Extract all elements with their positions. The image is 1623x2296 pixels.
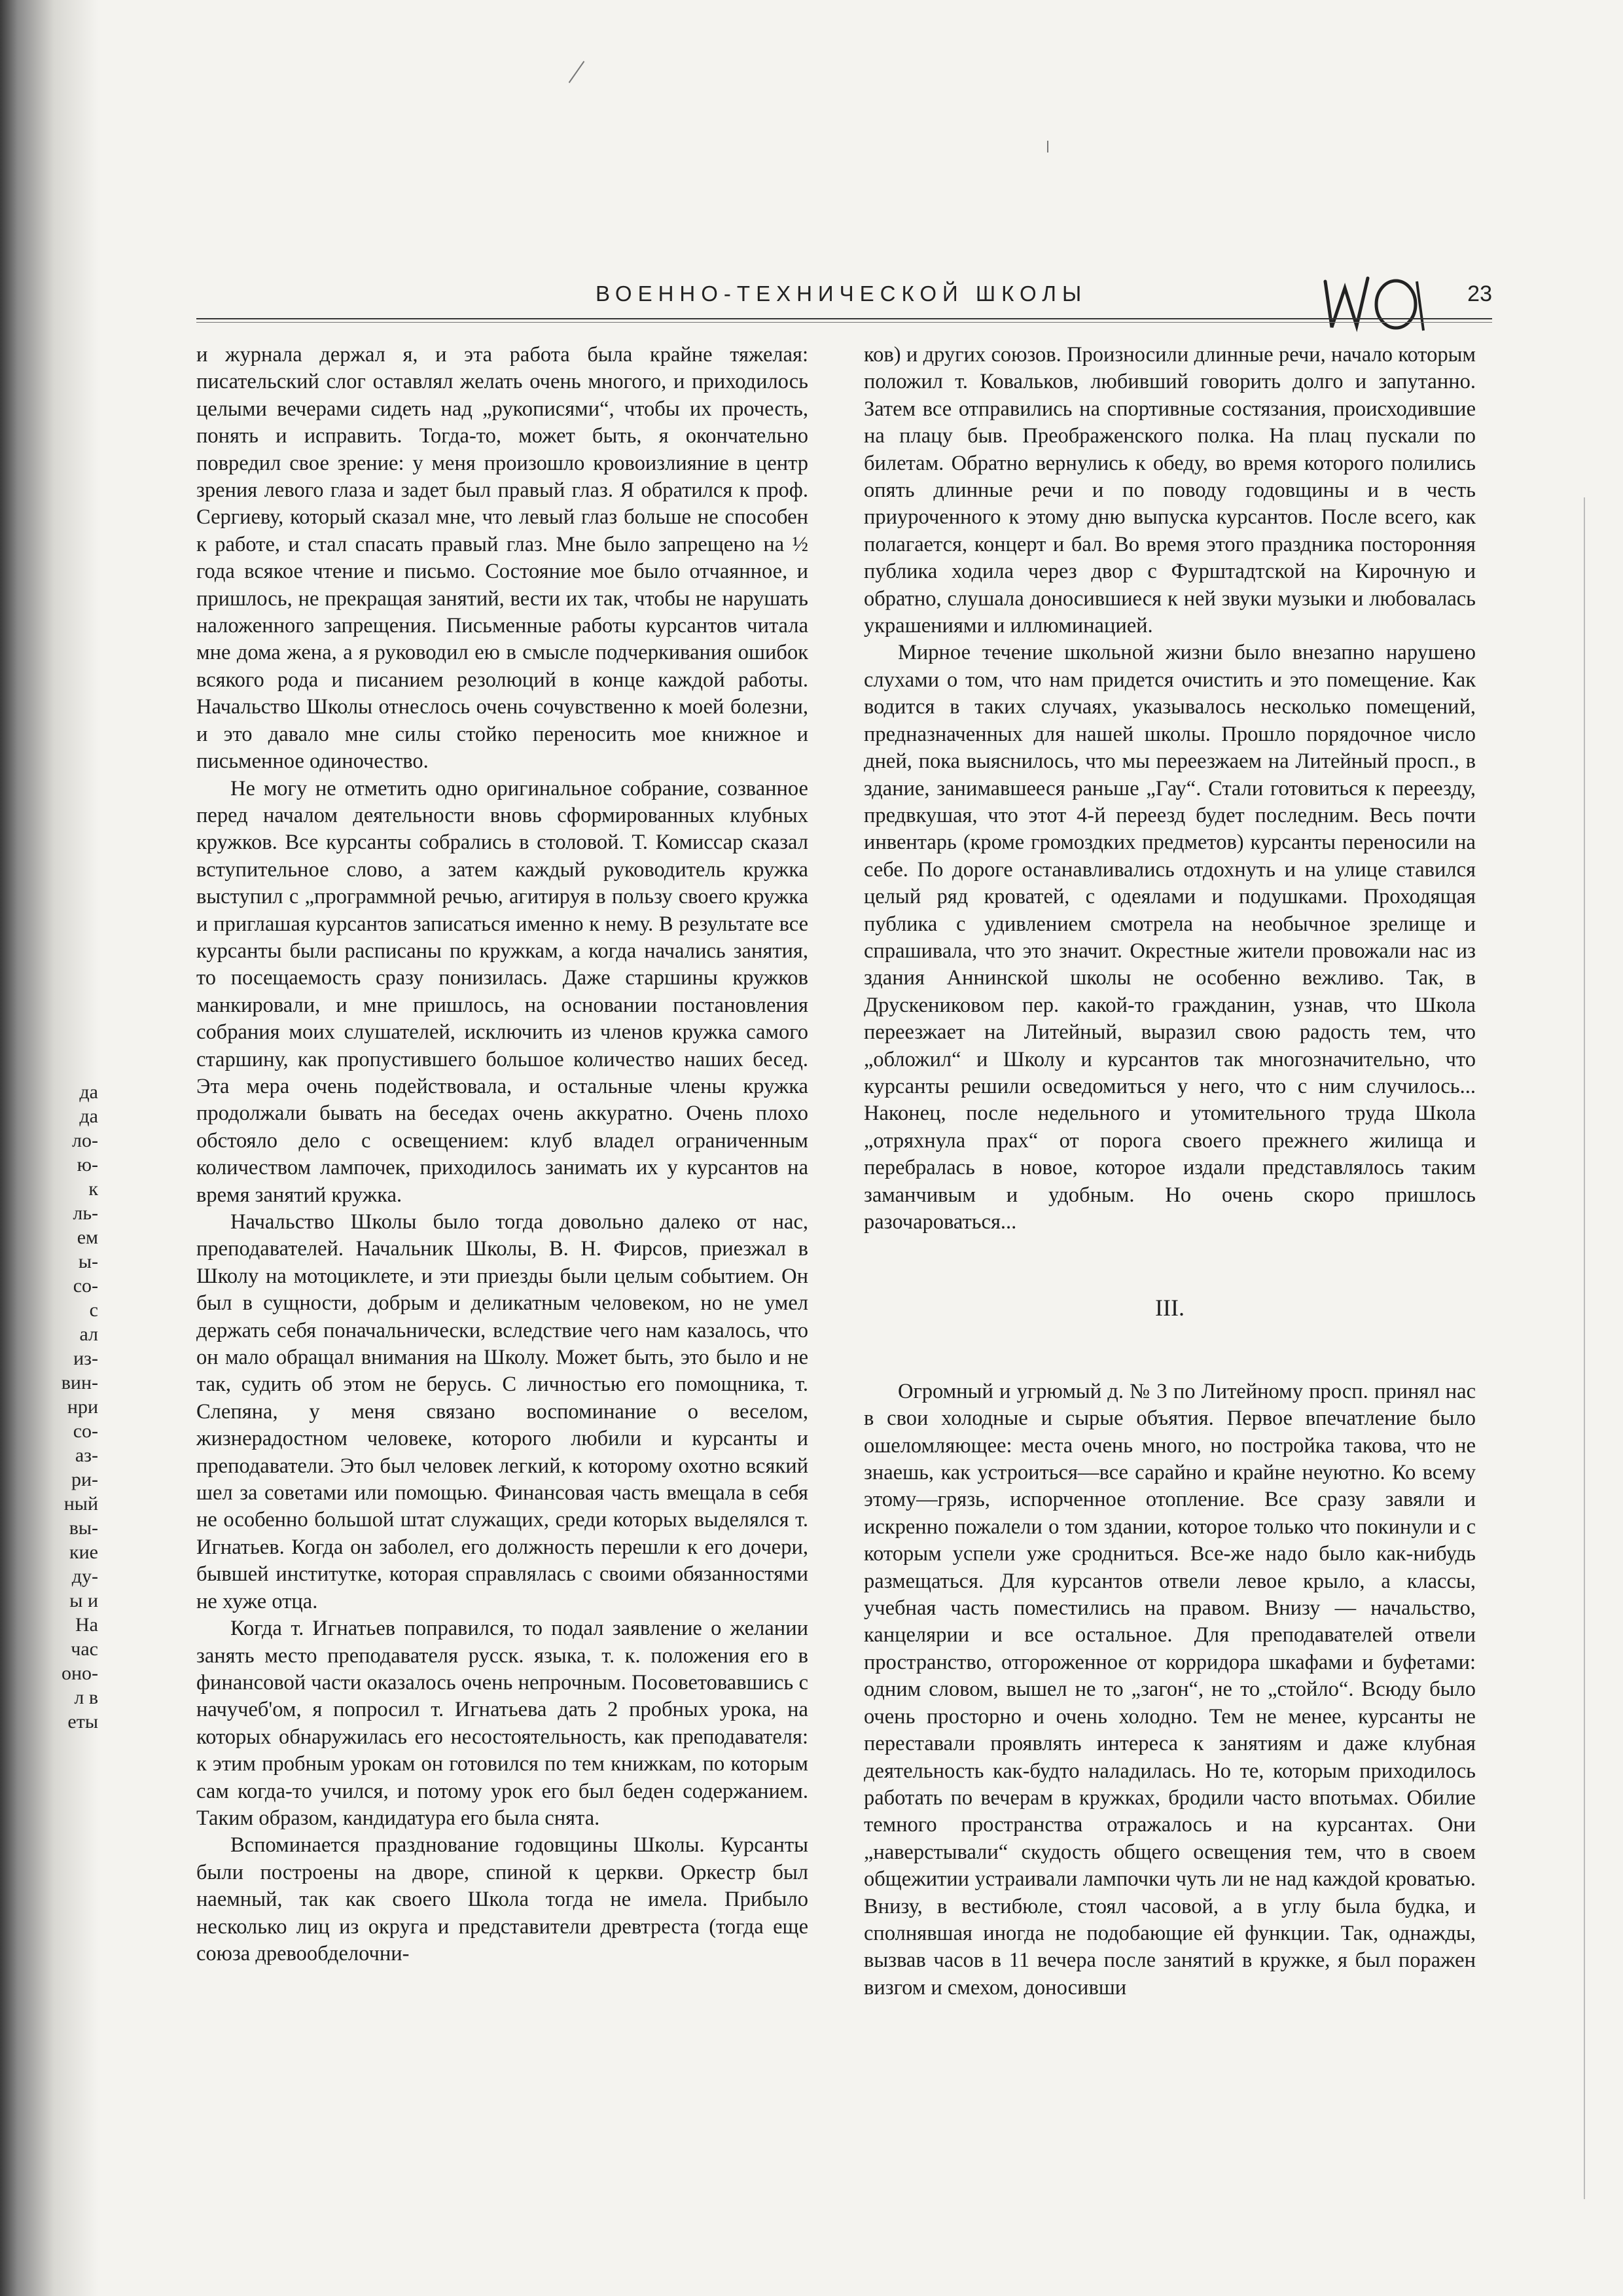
text-column-left: [196, 342, 808, 1967]
edge-fragment: оно-: [61, 1662, 98, 1684]
edge-fragment: со-: [73, 1275, 98, 1297]
paragraph: Не могу не отметить одно оригинальное собрание, созванное перед началом деятельности вновь сформированных клубных кружков. Все курсанты собрались в столовой. Т. Комиссар сказал вступительное слово, а затем каждый руководитель кружка выступил с „программной речью, агитируя в пользу своего кружка и приглашая курсантов записаться именно к нему. В результате все курсанты были расписаны по кружкам, а когда начались занятия, то посещаемость сразу понизилась. Даже старшины кружков манкировали, и мне пришлось, на основании постановления собрания моих слушателей, исключить из членов кружка самого старшину, как пропустившего большое количество наших бесед. Эта мера очень подействовала, и остальные члены кружка продолжали бывать на беседах очень аккуратно. Очень плохо обстояло дело с освещением: клуб владел ограниченным количеством лампочек, приходилось занимать их у курсантов на время занятий кружка.: [196, 776, 808, 1207]
edge-fragment: из-: [73, 1348, 98, 1369]
handwritten-inventory-mark: [1319, 268, 1430, 334]
edge-fragment: На: [75, 1614, 98, 1636]
pencil-mark: [1047, 141, 1048, 152]
paragraph: ков) и других союзов. Произносили длинные речи, начало которым положил т. Ковальков, любивший говорить долго и запутанно. Затем все отправились на спортивные состязания, происходившие на плацу быв. Преображенского полка. На плац пускали по билетам. Обратно вернулись к обеду, во время которого полились опять длинные речи и по поводу годовщины и в честь приуроченного к этому дню выпуска курсантов. После всего, как полагается, концерт и бал. Во время этого праздника посторонняя публика ходила через двор с Фурштадтской на Кирочную и обратно, слушала доносившиеся к ней звуки музыки и любовалась украшениями и иллюминацией.: [864, 343, 1476, 638]
edge-fragment: да: [79, 1081, 98, 1103]
header-rule: [196, 318, 1492, 319]
edge-fragment: ю-: [77, 1154, 98, 1175]
adjacent-page-fragments: [0, 1080, 98, 1931]
edge-fragment: с: [89, 1299, 98, 1321]
edge-fragment: ем: [77, 1227, 98, 1248]
paragraph: Вспоминается празднование годовщины Школы. Курсанты были построены на дворе, спиной к церкви. Оркестр был наемный, так как своего Школа тогда не имела. Прибыло несколько лиц из округа и представители древтреста (тогда еще союза древообделочни-: [196, 1833, 808, 1965]
text-column-right: [864, 342, 1476, 2001]
edge-fragment: ал: [79, 1323, 98, 1345]
running-header-title: ВОЕННО-ТЕХНИЧЕСКОЙ ШКОЛЫ: [596, 281, 1088, 306]
edge-fragment: кие: [69, 1541, 98, 1563]
edge-fragment: еты: [67, 1711, 98, 1732]
paragraph: Когда т. Игнатьев поправился, то подал заявление о желании занять место преподавателя русск. языка, т. к. положения его в финансовой части оказалось очень непрочным. Посоветовавшись с начучеб'ом, я попросил т. Игнатьева дать 2 пробных урока, на которых обнаружилась его несостоятельность, как преподавателя: к этим пробным урокам он готовился по тем книжкам, по которым сам когда-то учился, и потому урок его был беден содержанием. Таким образом, кандидатура его была снята.: [196, 1617, 808, 1830]
edge-fragment: ы и: [69, 1590, 98, 1611]
paragraph: Огромный и угрюмый д. № 3 по Литейному просп. принял нас в свои холодные и сырые объятия. Первое впечатление было ошеломляющее: места очень много, но постройка такова, что не знаешь, как устроиться—все сарайно и крайне неуютно. Ко всему этому—грязь, испорченное отопление. Все сразу завяли и искренно пожалели о том здании, которое только что покинули и с которым успели уже сродниться. Все-же надо было как-нибудь размещаться. Для курсантов отвели левое крыло, а классы, учебная часть поместились на правом. Внизу — начальство, канцелярии и все остальное. Для преподавателей отвели пространство, отгороженное от корридора шкафами и буфетами: одним словом, вышел не то „загон“, не то „стойло“. Всюду было очень просторно и очень холодно. Тем не менее, курсанты не переставали проявлять интереса к занятиям и даже клубная деятельность как-будто наладилась. Но те, которым приходилось работать по вечерам в кружках, бродили часто впотьмах. Обилие темного пространства отражалось и на курсантах. Они „наверстывали“ скудость общего освещения тем, что в своем общежитии устраивали лампочки чуть ли не над каждой кроватью. Внизу, в вестибюле, стоял часовой, а в углу была будка, и сполнявшая иногда не подобающие ей функции. Так, однажды, вызвав часов в 11 вечера после занятий в кружке, я был поражен визгом и смехом, доносивши: [864, 1379, 1476, 2000]
edge-fragment: нри: [67, 1396, 98, 1418]
edge-fragment: аз-: [75, 1444, 98, 1466]
edge-fragment: ный: [63, 1493, 98, 1515]
paragraph: и журнала держал я, и эта работа была крайне тяжелая: писательский слог оставлял желать очень многого, и приходилось целыми вечерами сидеть над „рукописями“, чтобы их прочесть, понять и исправить. Тогда-то, может быть, я окончательно повредил свое зрение: у меня произошло кровоизлияние в центр зрения левого глаза и задет был правый глаз. Я обратился к проф. Сергиеву, который сказал мне, что левый глаз больше не способен к работе, и стал спасать правый глаз. Мне было запрещено на ½ года всякое чтение и письмо. Состояние мое было отчаянное, и пришлось, не прекращая занятий, вести их так, чтобы не нарушать наложенного запрещения. Письменные работы курсантов читала мне дома жена, а я руководил ею в смысле подчеркивания ошибок всякого рода и писанием резолюций в конце каждой работы. Начальство Школы отнеслось очень сочувственно к моей болезни, и это давало мне силы стойко переносить мое книжное и письменное одиночество.: [196, 343, 808, 774]
section-heading: III.: [1155, 1295, 1185, 1321]
paragraph: Мирное течение школьной жизни было внезапно нарушено слухами о том, что нам придется очистить и это помещение. Как водится в таких случаях, указывалось несколько помещений, предназначенных для нашей школы. Прошло порядочное число дней, пока выяснилось, что мы переезжаем на Литейный просп., в здание, занимавшееся раньше „Гау“. Стали готовиться к переезду, предвкушая, что этот 4-й переезд будет последним. Весь почти инвентарь (кроме громоздких предметов) курсанты переносили на себе. По дороге останавливались отдохнуть и на улице ставился целый ряд кроватей, с одеялами и подушками. Проходящая публика с удивлением смотрела на необычное зрелище и спрашивала, что это значит. Окрестные жители провожали нас из здания Аннинской школы не особенно вежливо. Так, в Друскениковом пер. какой-то гражданин, узнав, что Школа переезжает на Литейный, выразил свою радость тем, что „обложил“ и Школу и курсантов так многозначительно, что курсанты решили осведомиться у него, что с ним случилось... Наконец, после недельного и утомительного труда Школа „отряхнула прах“ от порога своего прежнего жилища и перебралась в новое, которое издали представлялось таким заманчивым и удобным. Но очень скоро пришлось разочароваться...: [864, 641, 1476, 1234]
edge-fragment: вы-: [69, 1517, 98, 1539]
edge-fragment: л в: [74, 1687, 98, 1708]
edge-fragment: ло-: [72, 1130, 98, 1151]
paragraph: Начальство Школы было тогда довольно далеко от нас, преподавателей. Начальник Школы, В. Н. Фирсов, приезжал в Школу на мотоциклете, и эти приезды были целым событием. Он был в сущности, добрым и деликатным человеком, но не умел держать себя поначальнически, вследствие чего нам казалось, что он мало обращал внимания на Школу. Может быть, это было и не так, судить об этом не берусь. С личностью его помощника, т. Слепяна, у меня связано воспоминание о веселом, жизнерадостном человеке, которого любили и курсанты и преподаватели. Это был человек легкий, к которому охотно всякий шел за советами или помощью. Финансовая часть вмещала в себя не особенно большой штат служащих, среди которых выделялся т. Игнатьев. Когда он заболел, его должность перешли к его дочери, бывшей институтке, которая справлялась с своими обязанностями не хуже отца.: [196, 1210, 808, 1613]
edge-fragment: к: [88, 1178, 98, 1200]
running-header: [196, 281, 1492, 314]
header-rule-thin: [196, 322, 1492, 323]
pencil-mark: [1584, 497, 1585, 2199]
edge-fragment: ри-: [71, 1469, 98, 1490]
edge-fragment: со-: [73, 1420, 98, 1442]
edge-fragment: час: [71, 1638, 98, 1660]
edge-fragment: ль-: [73, 1202, 98, 1224]
edge-fragment: вин-: [61, 1372, 98, 1393]
edge-fragment: ы-: [78, 1251, 98, 1272]
edge-fragment: ду-: [71, 1566, 98, 1587]
edge-fragment: да: [79, 1105, 98, 1127]
page-number: 23: [1467, 281, 1492, 306]
pencil-mark: [569, 61, 585, 83]
